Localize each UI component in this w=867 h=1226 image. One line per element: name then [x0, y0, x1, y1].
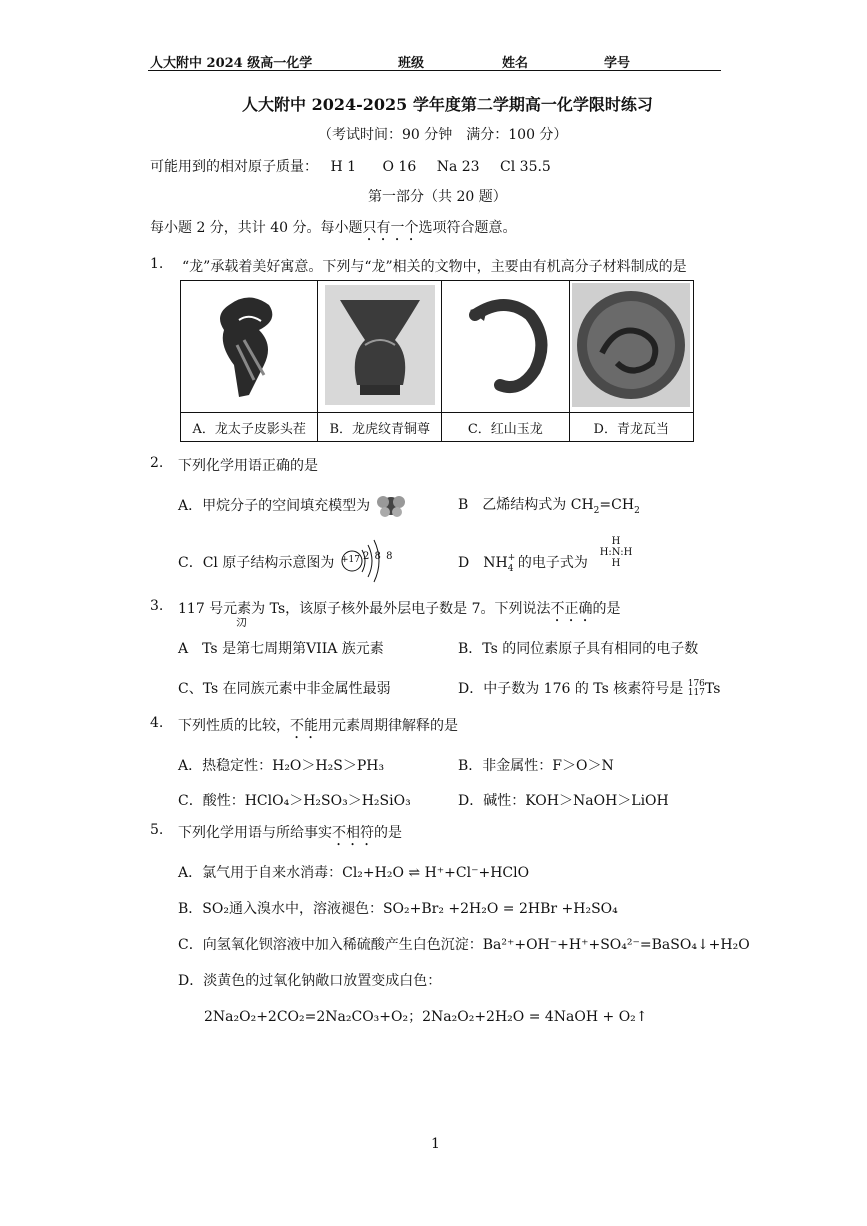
- q2-d-text: D NH: [458, 555, 508, 571]
- q3-option-c[interactable]: C、Ts 在同族元素中非金属性最弱: [178, 681, 391, 697]
- q2-option-d[interactable]: D NH $_{+ 4}$ 的电子式为: [458, 552, 588, 574]
- class-blank[interactable]: [424, 56, 482, 71]
- ts-nuclide-indices: [688, 680, 705, 698]
- q5-stem-end: 的是: [374, 825, 402, 841]
- page-number: 1: [431, 1136, 440, 1152]
- q1-option-a[interactable]: A．龙太子皮影头茬: [181, 413, 318, 442]
- q2-c-text: C．Cl 原子结构示意图为: [178, 555, 335, 571]
- part1-title: 第一部分（共 20 题）: [368, 189, 507, 205]
- id-label: 学号: [604, 56, 631, 71]
- nh4-sep-left: :: [608, 547, 612, 558]
- ts-mass-number: 176: [687, 679, 705, 689]
- q5-number: 5.: [150, 822, 164, 838]
- q5-stem-emphasis: 不相符: [332, 825, 374, 841]
- nh4-electron-formula: [594, 536, 638, 569]
- nh4-h-bottom: H: [611, 558, 621, 569]
- q3-stem-emphasis: 不正确: [550, 601, 593, 617]
- roof-tile-image: [569, 281, 693, 413]
- ts-symbol: Ts: [704, 681, 721, 697]
- jade-dragon-icon: [450, 285, 560, 405]
- q2-number: 2.: [150, 455, 164, 471]
- q2-option-b[interactable]: B 乙烯结构式为 $CH_2=CH_2$: [458, 497, 640, 516]
- q3-option-b[interactable]: B．Ts 的同位素原子具有相同的电子数: [458, 641, 699, 657]
- name-field[interactable]: [502, 52, 594, 71]
- mass-h: H 1: [330, 159, 357, 175]
- jade-dragon-image: [442, 281, 569, 413]
- q2-option-a[interactable]: [178, 494, 407, 518]
- q2-stem: 下列化学用语正确的是: [178, 458, 318, 474]
- q1-image-table: [180, 280, 694, 442]
- id-field[interactable]: [604, 52, 696, 71]
- q4-stem-text: 下列性质的比较，: [178, 718, 290, 734]
- q1-option-d[interactable]: D．青龙瓦当: [569, 413, 693, 442]
- header-school: 人大附中 2024 级高一化学: [150, 56, 313, 71]
- q5-option-b[interactable]: B．SO₂通入溴水中，溶液褪色：SO₂+Br₂ +2H₂O = 2HBr +H₂SO₄: [178, 901, 618, 917]
- name-label: 姓名: [502, 56, 529, 71]
- nh4-middle-row: [594, 547, 638, 558]
- q2-b-text: B 乙烯结构式为 CH: [458, 497, 594, 513]
- q2-b-mid: =CH: [599, 497, 635, 513]
- methane-model-icon: [375, 494, 407, 518]
- id-blank[interactable]: [630, 56, 696, 71]
- q1-option-c[interactable]: C．红山玉龙: [442, 413, 569, 442]
- q2-a-text: A．甲烷分子的空间填充模型为: [178, 498, 371, 514]
- nh4-h-left: H: [599, 547, 609, 558]
- q5-option-d[interactable]: D．淡黄色的过氧化钠敞口放置变成白色：: [178, 973, 442, 989]
- mass-o: O 16: [382, 159, 417, 175]
- header-rule: [148, 70, 721, 71]
- name-blank[interactable]: [528, 56, 594, 71]
- atomic-mass-line: [150, 156, 551, 176]
- part1-instruction: [150, 217, 517, 244]
- q3-option-a[interactable]: A Ts 是第七周期第VIIA 族元素: [178, 641, 384, 657]
- nh4-h-right: H: [623, 547, 633, 558]
- nh4-h-top: H: [611, 536, 621, 547]
- q5-stem: [178, 822, 402, 849]
- q4-stem-end: 用元素周期律解释的是: [318, 718, 458, 734]
- q1-stem: “龙”承载着美好寓意。下列与“龙”相关的文物中，主要由有机高分子材料制成的是: [182, 259, 687, 275]
- exam-info: （考试时间：90 分钟 满分：100 分）: [318, 127, 568, 143]
- ts-atomic-number: 117: [687, 688, 705, 698]
- q4-option-b[interactable]: B．非金属性：F＞O＞N: [458, 758, 614, 774]
- cl-nucleus-label: +17: [341, 555, 360, 565]
- mass-na: Na 23: [436, 159, 480, 175]
- q5-option-a[interactable]: A．氯气用于自来水消毒：Cl₂+H₂O ⇌ H⁺+Cl⁻+HClO: [178, 865, 530, 881]
- q3-number: 3.: [150, 598, 164, 614]
- q4-option-d[interactable]: D．碱性：KOH＞NaOH＞LiOH: [458, 793, 669, 809]
- class-field[interactable]: [398, 52, 482, 71]
- q2-option-c[interactable]: [178, 552, 334, 572]
- dragon-tile-icon: [572, 283, 690, 407]
- q3-option-d[interactable]: [458, 678, 720, 698]
- q3-d-text: D．中子数为 176 的 Ts 核素符号是: [458, 681, 684, 697]
- q4-number: 4.: [150, 715, 164, 731]
- instruction-text: 每小题 2 分，共计 40 分。每小题: [150, 220, 363, 236]
- q1-number: 1.: [150, 256, 164, 272]
- atomic-mass-label: 可能用到的相对原子质量：: [150, 159, 318, 175]
- q2-d-tail: 的电子式为: [517, 555, 588, 571]
- q5-option-c[interactable]: C．向氢氧化钡溶液中加入稀硫酸产生白色沉淀：Ba²⁺+OH⁻+H⁺+SO₄²⁻=BaSO₄↓+H₂O: [178, 937, 750, 953]
- instruction-emphasis: 只有一个: [362, 220, 419, 236]
- q1-option-b[interactable]: B．龙虎纹青铜尊: [318, 413, 442, 442]
- ts-pronunciation-note: 𣱼: [236, 616, 247, 629]
- page-title: 人大附中 2024-2025 学年度第二学期高一化学限时练习: [242, 95, 653, 114]
- class-label: 班级: [398, 56, 425, 71]
- instruction-text-end: 选项符合题意。: [418, 220, 517, 236]
- mass-cl: Cl 35.5: [500, 159, 551, 175]
- q5-option-d-equations: 2Na₂O₂+2CO₂=2Na₂CO₃+O₂；2Na₂O₂+2H₂O = 4NaOH + O₂↑: [204, 1009, 648, 1025]
- shadow-puppet-image: [181, 281, 318, 413]
- q5-stem-text: 下列化学用语与所给事实: [178, 825, 332, 841]
- q4-stem: [178, 715, 458, 742]
- nh4-sep-right: :: [620, 547, 624, 558]
- shadow-puppet-icon: [189, 285, 309, 405]
- q4-option-c[interactable]: C．酸性：HClO₄＞H₂SO₃＞H₂SiO₃: [178, 793, 411, 809]
- bronze-zun-icon: [325, 285, 435, 405]
- q3-stem-end: 的是: [592, 601, 621, 617]
- bronze-vessel-image: [318, 281, 442, 413]
- cl-shell-labels: 2 8 8: [363, 551, 394, 562]
- nh4-n: N: [611, 547, 621, 558]
- q3-stem-text: 117 号元素为 Ts，该原子核外最外层电子数是 7。下列说法: [178, 601, 551, 617]
- q4-option-a[interactable]: A．热稳定性：H₂O＞H₂S＞PH₃: [178, 758, 385, 774]
- q4-stem-emphasis: 不能: [290, 718, 318, 734]
